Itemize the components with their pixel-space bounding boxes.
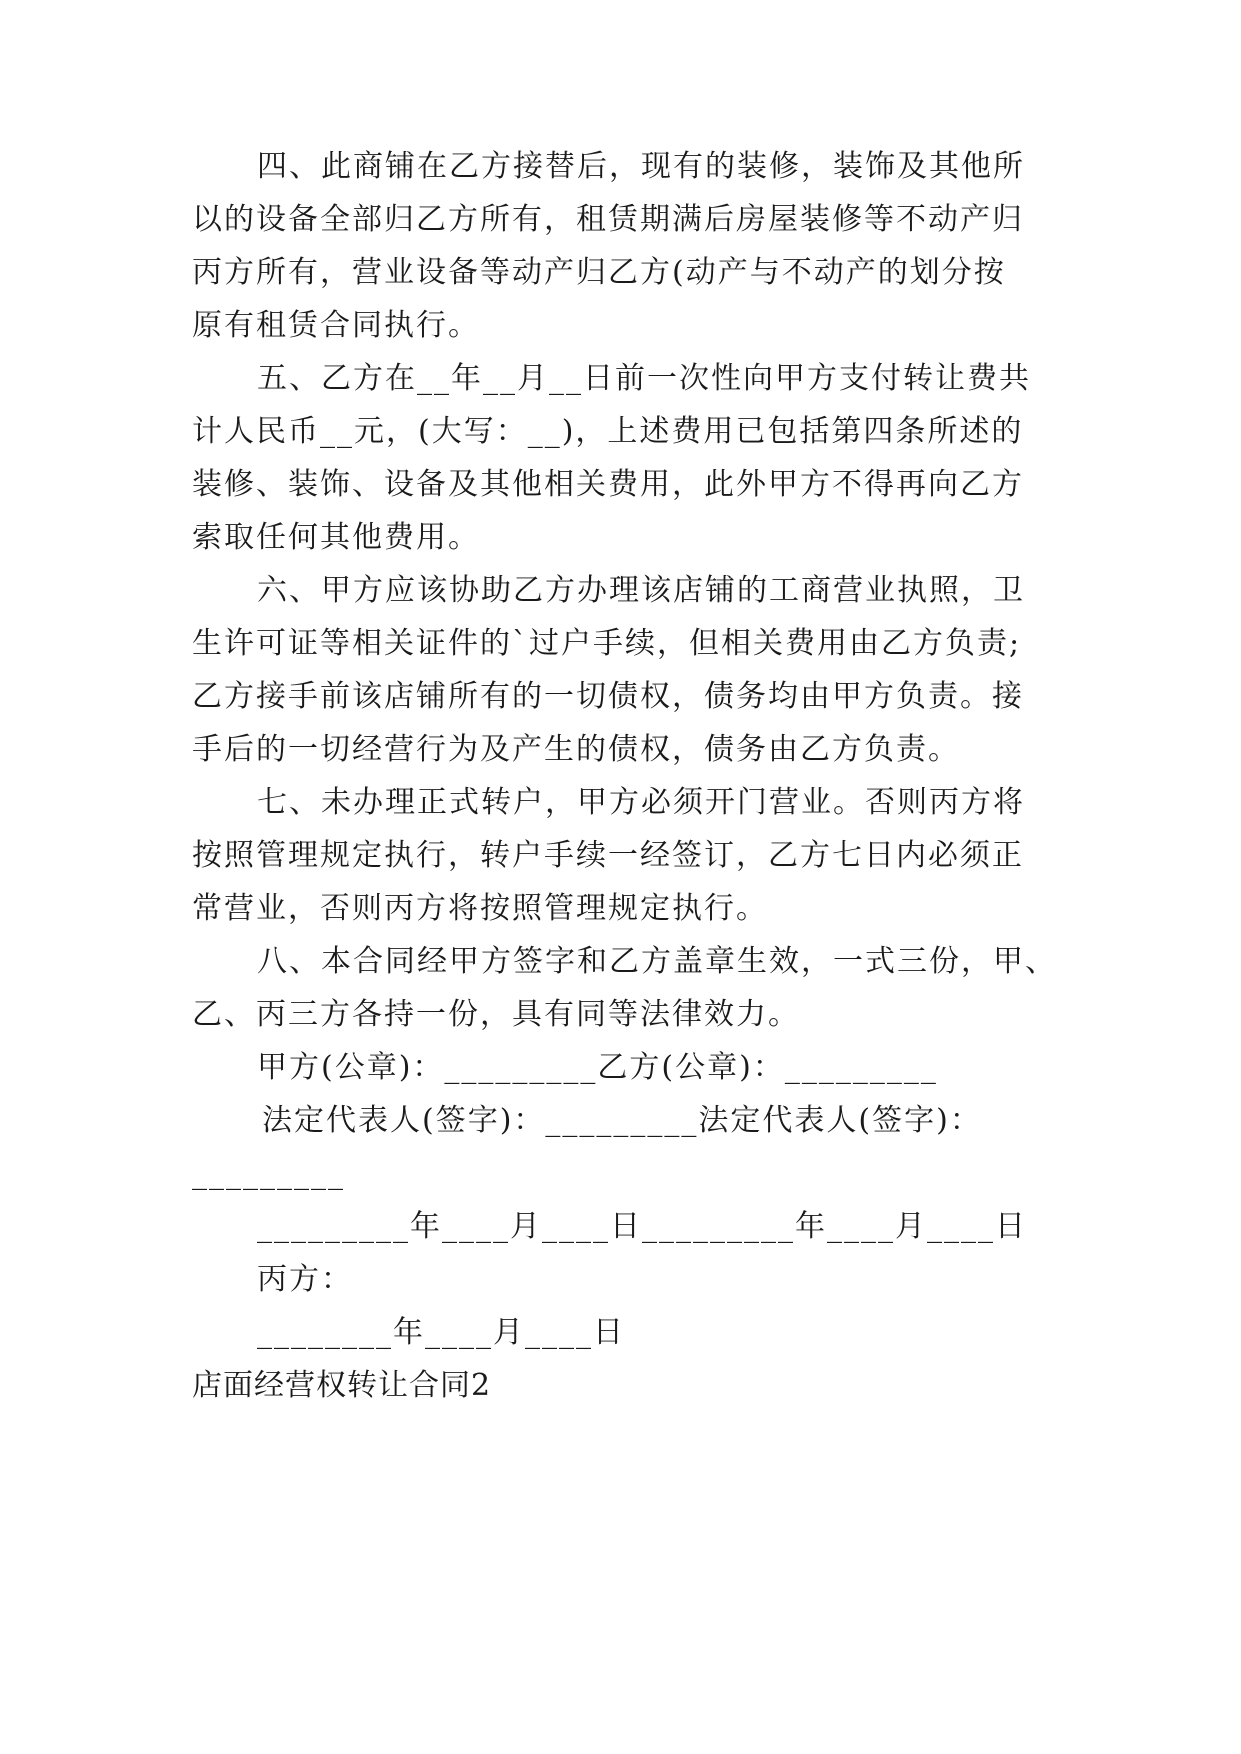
party-c-label: 丙方： [257, 1262, 353, 1297]
party-c-date: ________年____月____日 [257, 1315, 625, 1350]
clause-4-line-2: 以的设备全部归乙方所有，租赁期满后房屋装修等不动产归 [192, 202, 1024, 237]
clause-5-line-1: 五、乙方在__年__月__日前一次性向甲方支付转让费共 [257, 361, 1031, 396]
clause-6-line-1: 六、甲方应该协助乙方办理该店铺的工商营业执照，卫 [257, 573, 1025, 608]
clause-4-line-4: 原有租赁合同执行。 [192, 308, 480, 343]
signature-party-a-b: 甲方(公章)：_________乙方(公章)：_________ [257, 1050, 938, 1085]
clause-5-line-4: 索取任何其他费用。 [192, 520, 480, 555]
clause-7-line-1: 七、未办理正式转户，甲方必须开门营业。否则丙方将 [257, 785, 1025, 820]
clause-7-line-3: 常营业，否则丙方将按照管理规定执行。 [192, 891, 768, 926]
clause-4-line-1: 四、此商铺在乙方接替后，现有的装修，装饰及其他所 [257, 149, 1025, 184]
clause-4-line-3: 丙方所有，营业设备等动产归乙方(动产与不动产的划分按 [192, 255, 1006, 290]
next-contract-title: 店面经营权转让合同2 [192, 1368, 492, 1403]
clause-6-line-3: 乙方接手前该店铺所有的一切债权，债务均由甲方负责。接 [192, 679, 1024, 714]
signature-blank-line: _________ [192, 1156, 345, 1191]
clause-8-line-1: 八、本合同经甲方签字和乙方盖章生效，一式三份，甲、 [257, 944, 1057, 979]
clause-8-line-2: 乙、丙三方各持一份，具有同等法律效力。 [192, 997, 800, 1032]
clause-6-line-2: 生许可证等相关证件的`过户手续，但相关费用由乙方负责; [192, 626, 1022, 661]
clause-6-line-4: 手后的一切经营行为及产生的债权，债务由乙方负责。 [192, 732, 960, 767]
clause-5-line-2: 计人民币__元，(大写：__)，上述费用已包括第四条所述的 [192, 414, 1024, 449]
signature-dates: _________年____月____日_________年____月____日 [257, 1209, 1027, 1244]
clause-5-line-3: 装修、装饰、设备及其他相关费用，此外甲方不得再向乙方 [192, 467, 1024, 502]
clause-7-line-2: 按照管理规定执行，转户手续一经签订，乙方七日内必须正 [192, 838, 1024, 873]
signature-legal-representatives: 法定代表人(签字)：_________法定代表人(签字)： [262, 1103, 982, 1138]
